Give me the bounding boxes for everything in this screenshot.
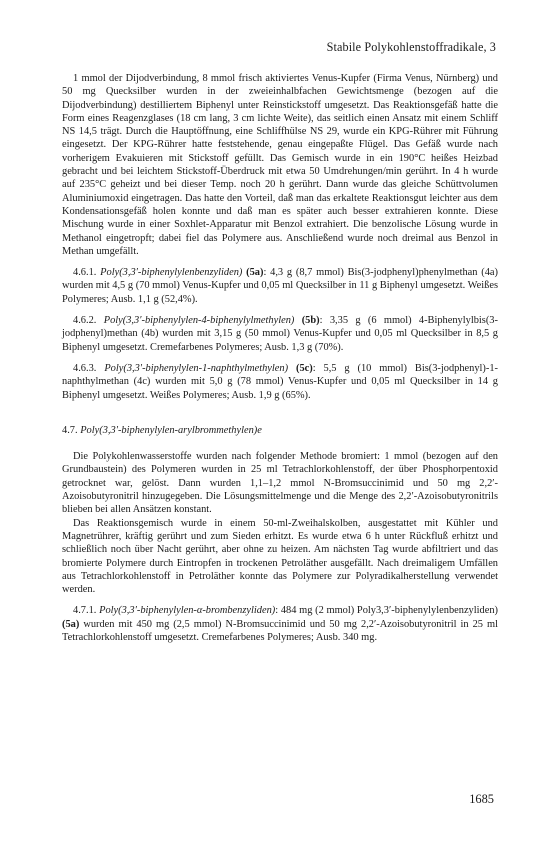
running-head: Stabile Polykohlenstoffradikale, 3 xyxy=(326,40,496,54)
section-heading-4-7 xyxy=(62,424,498,437)
item-number: 4.6.3. xyxy=(73,362,97,374)
compound-label: (5c) xyxy=(295,362,313,374)
paragraph-4-6-3 xyxy=(62,362,498,402)
paragraph-bromination: Die Polykohlenwasserstoffe wurden nach folgender Methode bromiert: 1 mmol (bezogen auf den Grundbaustein) des Polymeren wurden in 25 ml Tetrachlorkohlenstoff, der über Phosphorpentoxid getrocknet war, gelöst. Dann wurden 1,1–1,2 mmol N-Bromsuccinimid und 50 mg 2,2′-Azoisobutyronitril hinzugegeben. Die Lösungsmittelmenge und die Menge des 2,2′-Azoisobutyronitrils blieben bei allen Ansätzen konstant. xyxy=(62,451,498,516)
section-number: 4.7. xyxy=(62,424,78,436)
item-text-pre: : 484 mg (2 mmol) Poly3,3′-biphenylylenbenzyliden) xyxy=(275,605,498,617)
compound-name: Poly(3,3′-biphenylylenbenzyliden) xyxy=(100,267,243,279)
compound-name: Poly(3,3′-biphenylylen-1-naphthylmethylen) xyxy=(104,362,289,374)
paragraph-4-6-1 xyxy=(62,266,498,306)
section-title: Poly(3,3′-biphenylylen-arylbrommethylen)e xyxy=(80,424,262,436)
paragraph-4-7-1 xyxy=(62,604,498,644)
item-text: : 5,5 g (10 mmol) Bis(3-jodphenyl)-1-naphthylmethan (4c) wurden mit 5,0 g (78 mmol) Venus-Kupfer und 0,05 ml Quecksilber in 14 g Biphenyl umgesetzt. Weißes Polymeres; Ausb. 1,9 g (65%). xyxy=(62,362,498,401)
compound-label: (5a) xyxy=(62,618,80,630)
item-text: : 4,3 g (8,7 mmol) Bis(3-jodphenyl)phenylmethan (4a) wurden mit 4,5 g (70 mmol) Venus-Kupfer und 0,05 ml Quecksilber in 11 g Biphenyl umgesetzt. Weißes Polymeres; Ausb. 1,1 g (52,4%). xyxy=(62,267,498,305)
item-number: 4.6.2. xyxy=(73,315,97,327)
item-number: 4.6.1. xyxy=(73,267,97,279)
page-number: 1685 xyxy=(469,792,494,806)
item-number: 4.7.1. xyxy=(73,605,97,617)
item-text: : 3,35 g (6 mmol) 4-Biphenylylbis(3-jodphenyl)methan (4b) wurden mit 3,15 g (50 mmol) Venus-Kupfer und 0,05 ml Quecksilber in 8,5 g Biphenyl umgesetzt. Cremefarbenes Polymeres; Ausb. 1,3 g (70%). xyxy=(62,315,498,353)
paragraph-method: 1 mmol der Dijodverbindung, 8 mmol frisch aktiviertes Venus-Kupfer (Firma Venus, Nürnberg) und 50 mg Quecksilber wurden in der zweieinhalbfachen Gewichtsmenge (bezogen auf die Dijodverbindung) destilliertem Biphenyl unter Reinstickstoff umgesetzt. Das Reaktionsgefäß hatte die Form eines Reagenzglases (18 cm lang, 3 cm lichte Weite), das seitlich einen Ansatz mit einem Schliff NS 14,5 trägt. Durch die Hauptöffnung, eine Schliffhülse NS 29, wurde ein KPG-Rührer mit Führung eingesetzt. Der KPG-Rührer hatte feststehende, genau eingepaßte Flügel. Das Gefäß wurde nach vorherigem Evakuieren mit Stickstoff gefüllt. Das Gemisch wurde in ein 190°C heißes Heizbad gebracht und bei leichtem Stickstoff-Überdruck mit etwa 50 Umdrehungen/min gerührt. In 4 h wurde auf 235°C geheizt und bei dieser Temp. noch 20 h gerührt. Dann wurde das gleiche Schüttvolumen Aluminiumoxid eingetragen. Das hatte den Vorteil, daß man das erkaltete Reaktionsgut leichter aus dem Kondensationsgefäß holen konnte und daß man es später auch besser extrahieren konnte. Diese Mischung wurde in einer Soxhlet-Apparatur mit Benzol extrahiert. Die benzolische Lösung wurde in Methanol eingetropft; dabei fiel das Polymere aus. Anschließend wurde noch dreimal aus Benzol in Methan umgefällt. xyxy=(62,73,498,257)
compound-name: Poly(3,3′-biphenylylen-4-biphenylylmethylen) xyxy=(103,315,295,327)
item-text: wurden mit 450 mg (2,5 mmol) N-Bromsuccinimid und 50 mg 2,2′-Azoisobutyronitril in 25 ml Tetrachlorkohlenstoff umgesetzt. Cremefarbenes Polymeres; Ausb. 340 mg. xyxy=(62,618,498,643)
body-text xyxy=(62,72,498,644)
compound-name: Poly(3,3′-biphenylylen-α-brombenzyliden) xyxy=(99,605,276,617)
compound-label: (5a) xyxy=(246,267,264,279)
compound-label: (5b) xyxy=(301,315,320,327)
paragraph-4-6-2 xyxy=(62,314,498,354)
paragraph-reaction: Das Reaktionsgemisch wurde in einem 50-ml-Zweihalskolben, ausgestattet mit Kühler und Magnetrührer, kräftig gerührt und zum Sieden erhitzt. Es wurde etwa 6 h unter Rückfluß erhitzt und schließlich noch über Nacht gerührt, aber ohne zu heizen. Am nächsten Tag wurde abfiltriert und das bromierte Polymere durch Eintropfen in trockenen Petroläther ausgefällt. Nach dreimaligem Umfällen aus Tetrachlorkohlenstoff in Petroläther konnte das Polymere zur Polyradikalherstellung verwendet werden. xyxy=(62,517,498,596)
